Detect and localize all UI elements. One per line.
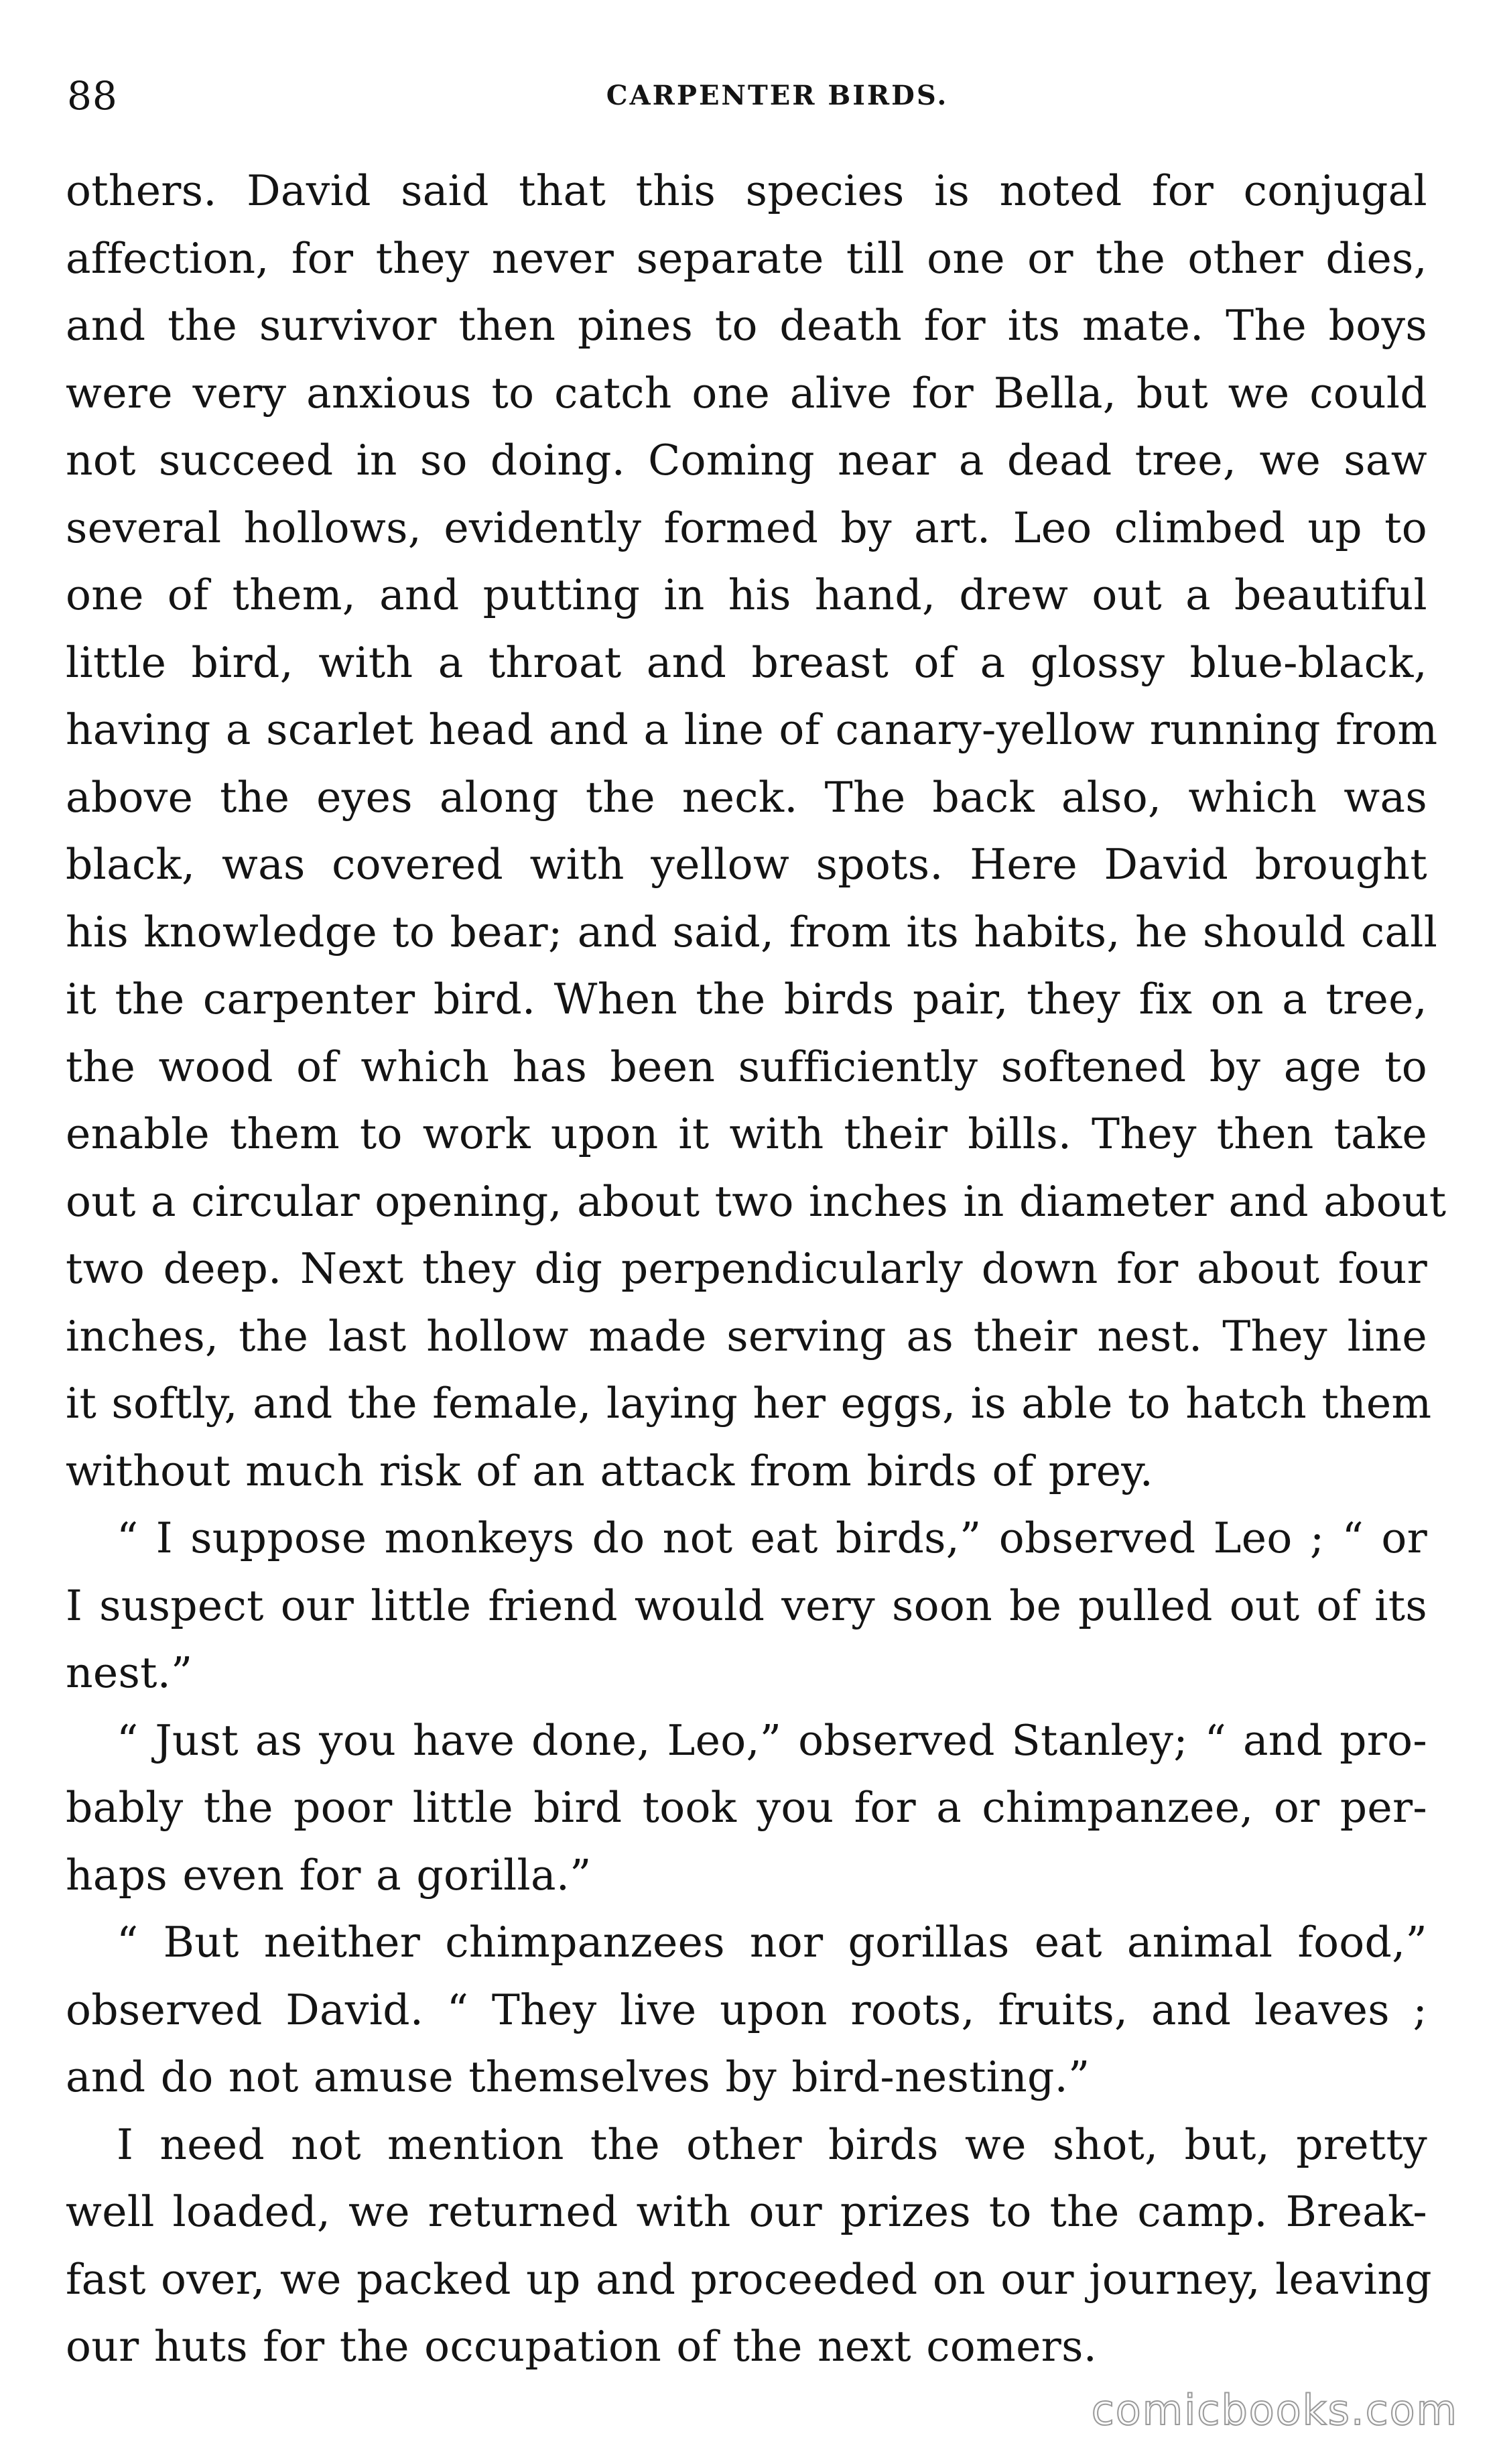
text-line: well loaded, we returned with our prizes to the camp. Break- <box>66 2187 1427 2236</box>
running-head <box>67 66 1427 126</box>
text-line: inches, the last hollow made serving as their nest. They line <box>66 1311 1427 1361</box>
text-line: were very anxious to catch one alive for Bella, but we could <box>66 368 1427 418</box>
watermark: comicbooks.com <box>1091 2386 1458 2435</box>
text-line: his knowledge to bear; and said, from its habits, he should call <box>66 907 1438 957</box>
text-line: “ But neither chimpanzees nor gorillas eat animal food,” <box>117 1918 1427 1967</box>
text-line: I need not mention the other birds we shot, but, pretty <box>117 2119 1427 2169</box>
text-line: black, was covered with yellow spots. Here David brought <box>66 840 1427 889</box>
text-line: others. David said that this species is noted for conjugal <box>66 166 1427 215</box>
page-number: 88 <box>67 73 118 119</box>
text-line: and the survivor then pines to death for its mate. The boys <box>66 301 1427 350</box>
text-line: two deep. Next they dig perpendicularly down for about four <box>66 1244 1427 1293</box>
text-line: fast over, we packed up and proceeded on our journey, leaving <box>66 2254 1432 2304</box>
text-line: not succeed in so doing. Coming near a dead tree, we saw <box>66 436 1427 485</box>
body-text <box>66 158 1447 2381</box>
text-line: without much risk of an attack from birds of prey. <box>66 1446 1154 1495</box>
text-line: above the eyes along the neck. The back also, which was <box>66 772 1427 822</box>
text-line: bably the poor little bird took you for a chimpanzee, or per- <box>66 1783 1427 1832</box>
running-title: CARPENTER BIRDS. <box>606 80 949 111</box>
text-line: enable them to work upon it with their bills. They then take <box>66 1109 1427 1158</box>
text-line: I suspect our little friend would very soon be pulled out of its <box>66 1581 1427 1630</box>
text-line: having a scarlet head and a line of canary-yellow running from <box>66 705 1438 754</box>
text-line: our huts for the occupation of the next comers. <box>66 2322 1098 2371</box>
text-line: out a circular opening, about two inches in diameter and about <box>66 1176 1447 1226</box>
text-line: and do not amuse themselves by bird-nesting.” <box>66 2052 1090 2101</box>
text-line: one of them, and putting in his hand, drew out a beautiful <box>66 570 1427 619</box>
text-line: several hollows, evidently formed by art. Leo climbed up to <box>66 503 1427 552</box>
text-line: it the carpenter bird. When the birds pair, they fix on a tree, <box>66 975 1427 1024</box>
text-line: little bird, with a throat and breast of a glossy blue-black, <box>66 637 1427 687</box>
text-line: haps even for a gorilla.” <box>66 1850 592 1900</box>
text-line: “ I suppose monkeys do not eat birds,” observed Leo ; “ or <box>117 1514 1427 1562</box>
text-line: nest.” <box>66 1648 193 1697</box>
text-line: affection, for they never separate till one or the other dies, <box>66 233 1427 283</box>
text-line: observed David. “ They live upon roots, fruits, and leaves ; <box>66 1985 1427 2034</box>
text-line: it softly, and the female, laying her eggs, is able to hatch them <box>66 1379 1432 1428</box>
text-line: the wood of which has been sufficiently softened by age to <box>66 1042 1427 1091</box>
text-line: “ Just as you have done, Leo,” observed Stanley; “ and pro- <box>117 1715 1427 1765</box>
